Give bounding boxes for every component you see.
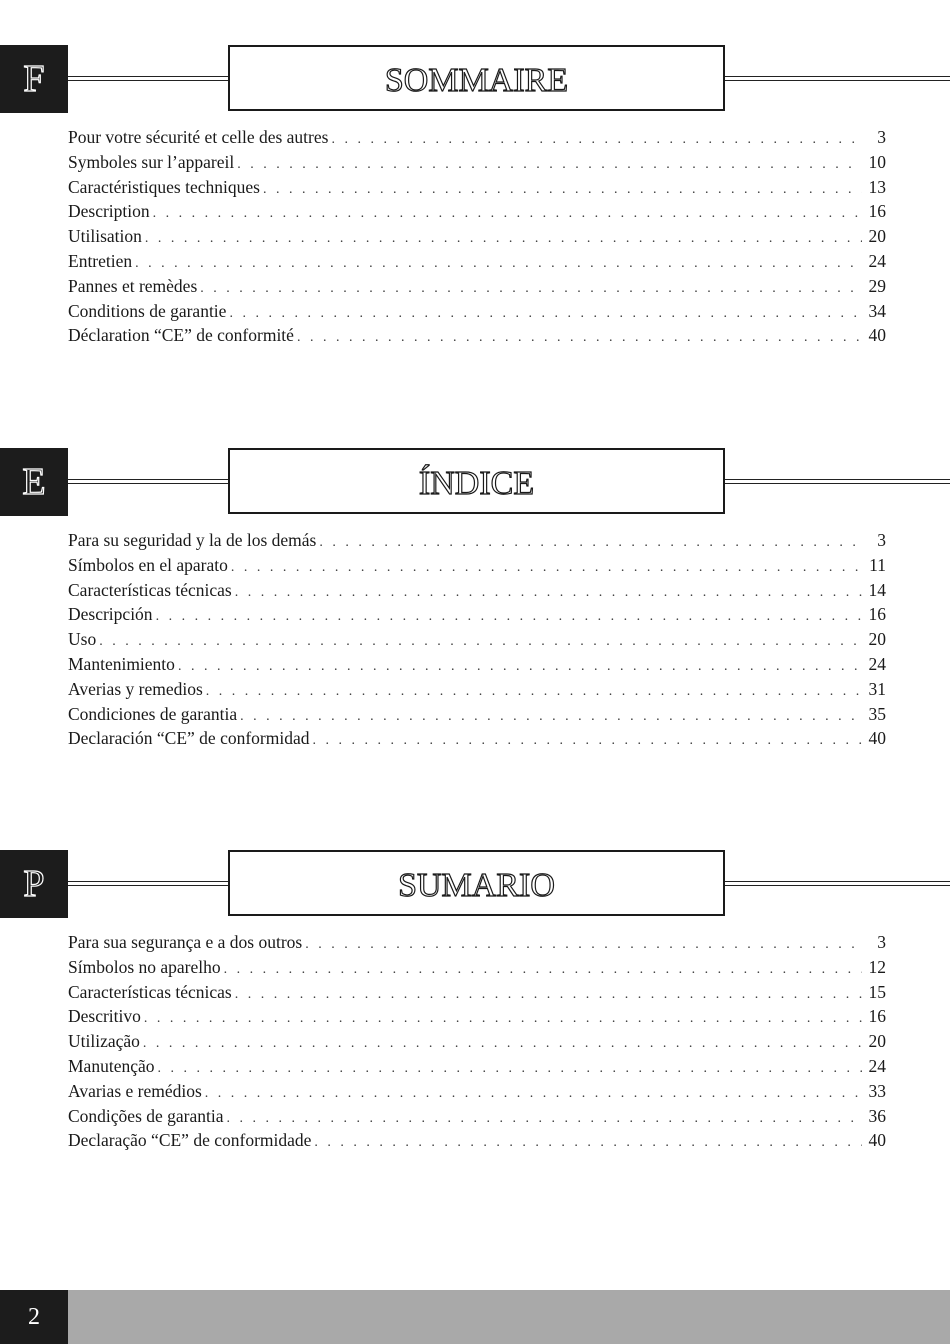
- dot-leader: [178, 655, 862, 680]
- dot-leader: [158, 1057, 863, 1082]
- page-number: 2: [0, 1290, 68, 1344]
- toc-item-label: Condiciones de garantia: [68, 703, 238, 724]
- toc-item[interactable]: [68, 199, 886, 224]
- divider-rule: [68, 881, 228, 886]
- dot-leader: [144, 1007, 862, 1032]
- toc-item-page: 10: [868, 151, 886, 172]
- toc-item-label: Caractéristiques techniques: [68, 176, 260, 197]
- toc-item[interactable]: [68, 726, 886, 751]
- toc-item-label: Conditions de garantie: [68, 300, 227, 321]
- toc-item[interactable]: [68, 224, 886, 249]
- toc-item-label: Condições de garantia: [68, 1105, 224, 1126]
- toc-item[interactable]: [68, 980, 886, 1005]
- toc-item[interactable]: [68, 602, 886, 627]
- section-title: SUMARIO: [398, 867, 555, 904]
- toc-item[interactable]: [68, 528, 886, 553]
- toc-item-page: 40: [868, 728, 886, 749]
- toc-item[interactable]: [68, 627, 886, 652]
- dot-leader: [227, 1107, 862, 1132]
- toc-item-label: Características técnicas: [68, 981, 232, 1002]
- toc-item-label: Manutenção: [68, 1055, 155, 1076]
- toc-item-page: 16: [868, 201, 886, 222]
- toc-item-label: Declaración “CE” de conformidad: [68, 728, 310, 749]
- toc-item[interactable]: [68, 702, 886, 727]
- toc-item[interactable]: [68, 677, 886, 702]
- dot-leader: [205, 1082, 862, 1107]
- toc-item-label: Utilização: [68, 1031, 140, 1052]
- footer-bar: [0, 1290, 950, 1344]
- dot-leader: [99, 630, 862, 655]
- dot-leader: [305, 933, 862, 958]
- toc-item-page: 20: [868, 1031, 886, 1052]
- toc-item-page: 31: [868, 678, 886, 699]
- toc-item[interactable]: [68, 1029, 886, 1054]
- dot-leader: [156, 605, 862, 630]
- toc-item[interactable]: [68, 323, 886, 348]
- toc-item-page: 3: [877, 932, 886, 952]
- dot-leader: [314, 1131, 862, 1156]
- dot-leader: [319, 531, 862, 556]
- dot-leader: [237, 153, 862, 178]
- toc-item-page: 40: [868, 1130, 886, 1151]
- toc-item-page: 13: [868, 176, 886, 197]
- toc-item-page: 11: [869, 554, 886, 575]
- toc-item-page: 20: [868, 226, 886, 247]
- dot-leader: [235, 581, 862, 606]
- dot-leader: [135, 252, 862, 277]
- dot-leader: [297, 326, 862, 351]
- toc-item-label: Símbolos en el aparato: [68, 554, 228, 575]
- toc-item[interactable]: [68, 1104, 886, 1129]
- divider-rule: [725, 881, 950, 886]
- toc-item-label: Uso: [68, 629, 97, 650]
- toc-item[interactable]: [68, 299, 886, 324]
- dot-leader: [200, 277, 862, 302]
- section-title-box: [228, 448, 725, 514]
- toc-item-page: 3: [877, 127, 886, 147]
- toc-item-page: 34: [868, 300, 886, 321]
- toc-item-label: Pour votre sécurité et celle des autres: [68, 127, 329, 147]
- toc-item-label: Description: [68, 201, 150, 222]
- dot-leader: [231, 556, 862, 581]
- toc-item[interactable]: [68, 1004, 886, 1029]
- toc-item[interactable]: [68, 1079, 886, 1104]
- toc-item[interactable]: [68, 175, 886, 200]
- toc-list: [68, 125, 886, 348]
- toc-list: [68, 528, 886, 751]
- toc-item-page: 24: [868, 250, 886, 271]
- language-tab: F: [0, 45, 68, 113]
- toc-item-label: Avarias e remédios: [68, 1080, 202, 1101]
- toc-item-page: 33: [868, 1080, 886, 1101]
- toc-item-label: Símbolos no aparelho: [68, 956, 221, 977]
- dot-leader: [153, 202, 862, 227]
- toc-item-page: 24: [868, 1055, 886, 1076]
- toc-item-label: Symboles sur l’appareil: [68, 151, 235, 172]
- section-title: SOMMAIRE: [384, 62, 569, 99]
- toc-item-label: Déclaration “CE” de conformité: [68, 325, 294, 346]
- toc-item-page: 14: [868, 579, 886, 600]
- dot-leader: [235, 983, 862, 1008]
- toc-item-page: 20: [868, 629, 886, 650]
- toc-list: [68, 930, 886, 1153]
- divider-rule: [68, 479, 228, 484]
- toc-item-page: 29: [868, 275, 886, 296]
- dot-leader: [331, 128, 862, 153]
- divider-rule: [725, 479, 950, 484]
- language-tab: E: [0, 448, 68, 516]
- dot-leader: [263, 178, 862, 203]
- dot-leader: [224, 958, 862, 983]
- toc-item-page: 16: [868, 604, 886, 625]
- toc-item-label: Pannes et remèdes: [68, 275, 198, 296]
- dot-leader: [143, 1032, 862, 1057]
- divider-rule: [68, 76, 228, 81]
- toc-item[interactable]: [68, 930, 886, 955]
- dot-leader: [206, 680, 862, 705]
- toc-item-page: 24: [868, 653, 886, 674]
- toc-item-label: Descritivo: [68, 1006, 141, 1027]
- toc-item-label: Para su seguridad y la de los demás: [68, 530, 317, 550]
- toc-item[interactable]: [68, 1128, 886, 1153]
- toc-item[interactable]: [68, 249, 886, 274]
- dot-leader: [145, 227, 862, 252]
- toc-item[interactable]: [68, 1054, 886, 1079]
- toc-item-page: 12: [868, 956, 886, 977]
- divider-rule: [725, 76, 950, 81]
- toc-item[interactable]: [68, 553, 886, 578]
- toc-item-page: 35: [868, 703, 886, 724]
- toc-item[interactable]: [68, 578, 886, 603]
- section-title-box: [228, 850, 725, 916]
- toc-item-page: 16: [868, 1006, 886, 1027]
- toc-item[interactable]: [68, 274, 886, 299]
- toc-item-label: Averias y remedios: [68, 678, 203, 699]
- section-title-box: [228, 45, 725, 111]
- dot-leader: [312, 729, 862, 754]
- language-tab: P: [0, 850, 68, 918]
- toc-item[interactable]: [68, 955, 886, 980]
- toc-item-page: 36: [868, 1105, 886, 1126]
- toc-item[interactable]: [68, 125, 886, 150]
- toc-item-label: Utilisation: [68, 226, 142, 247]
- toc-item-label: Para sua segurança e a dos outros: [68, 932, 303, 952]
- toc-item-label: Características técnicas: [68, 579, 232, 600]
- toc-item-page: 3: [877, 530, 886, 550]
- section-title: ÍNDICE: [418, 465, 535, 502]
- toc-item-label: Declaração “CE” de conformidade: [68, 1130, 312, 1151]
- toc-item-label: Mantenimiento: [68, 653, 175, 674]
- toc-item-page: 40: [868, 325, 886, 346]
- toc-item-label: Descripción: [68, 604, 153, 625]
- dot-leader: [240, 705, 862, 730]
- toc-item[interactable]: [68, 150, 886, 175]
- toc-item-label: Entretien: [68, 250, 133, 271]
- toc-item[interactable]: [68, 652, 886, 677]
- dot-leader: [229, 302, 862, 327]
- toc-item-page: 15: [868, 981, 886, 1002]
